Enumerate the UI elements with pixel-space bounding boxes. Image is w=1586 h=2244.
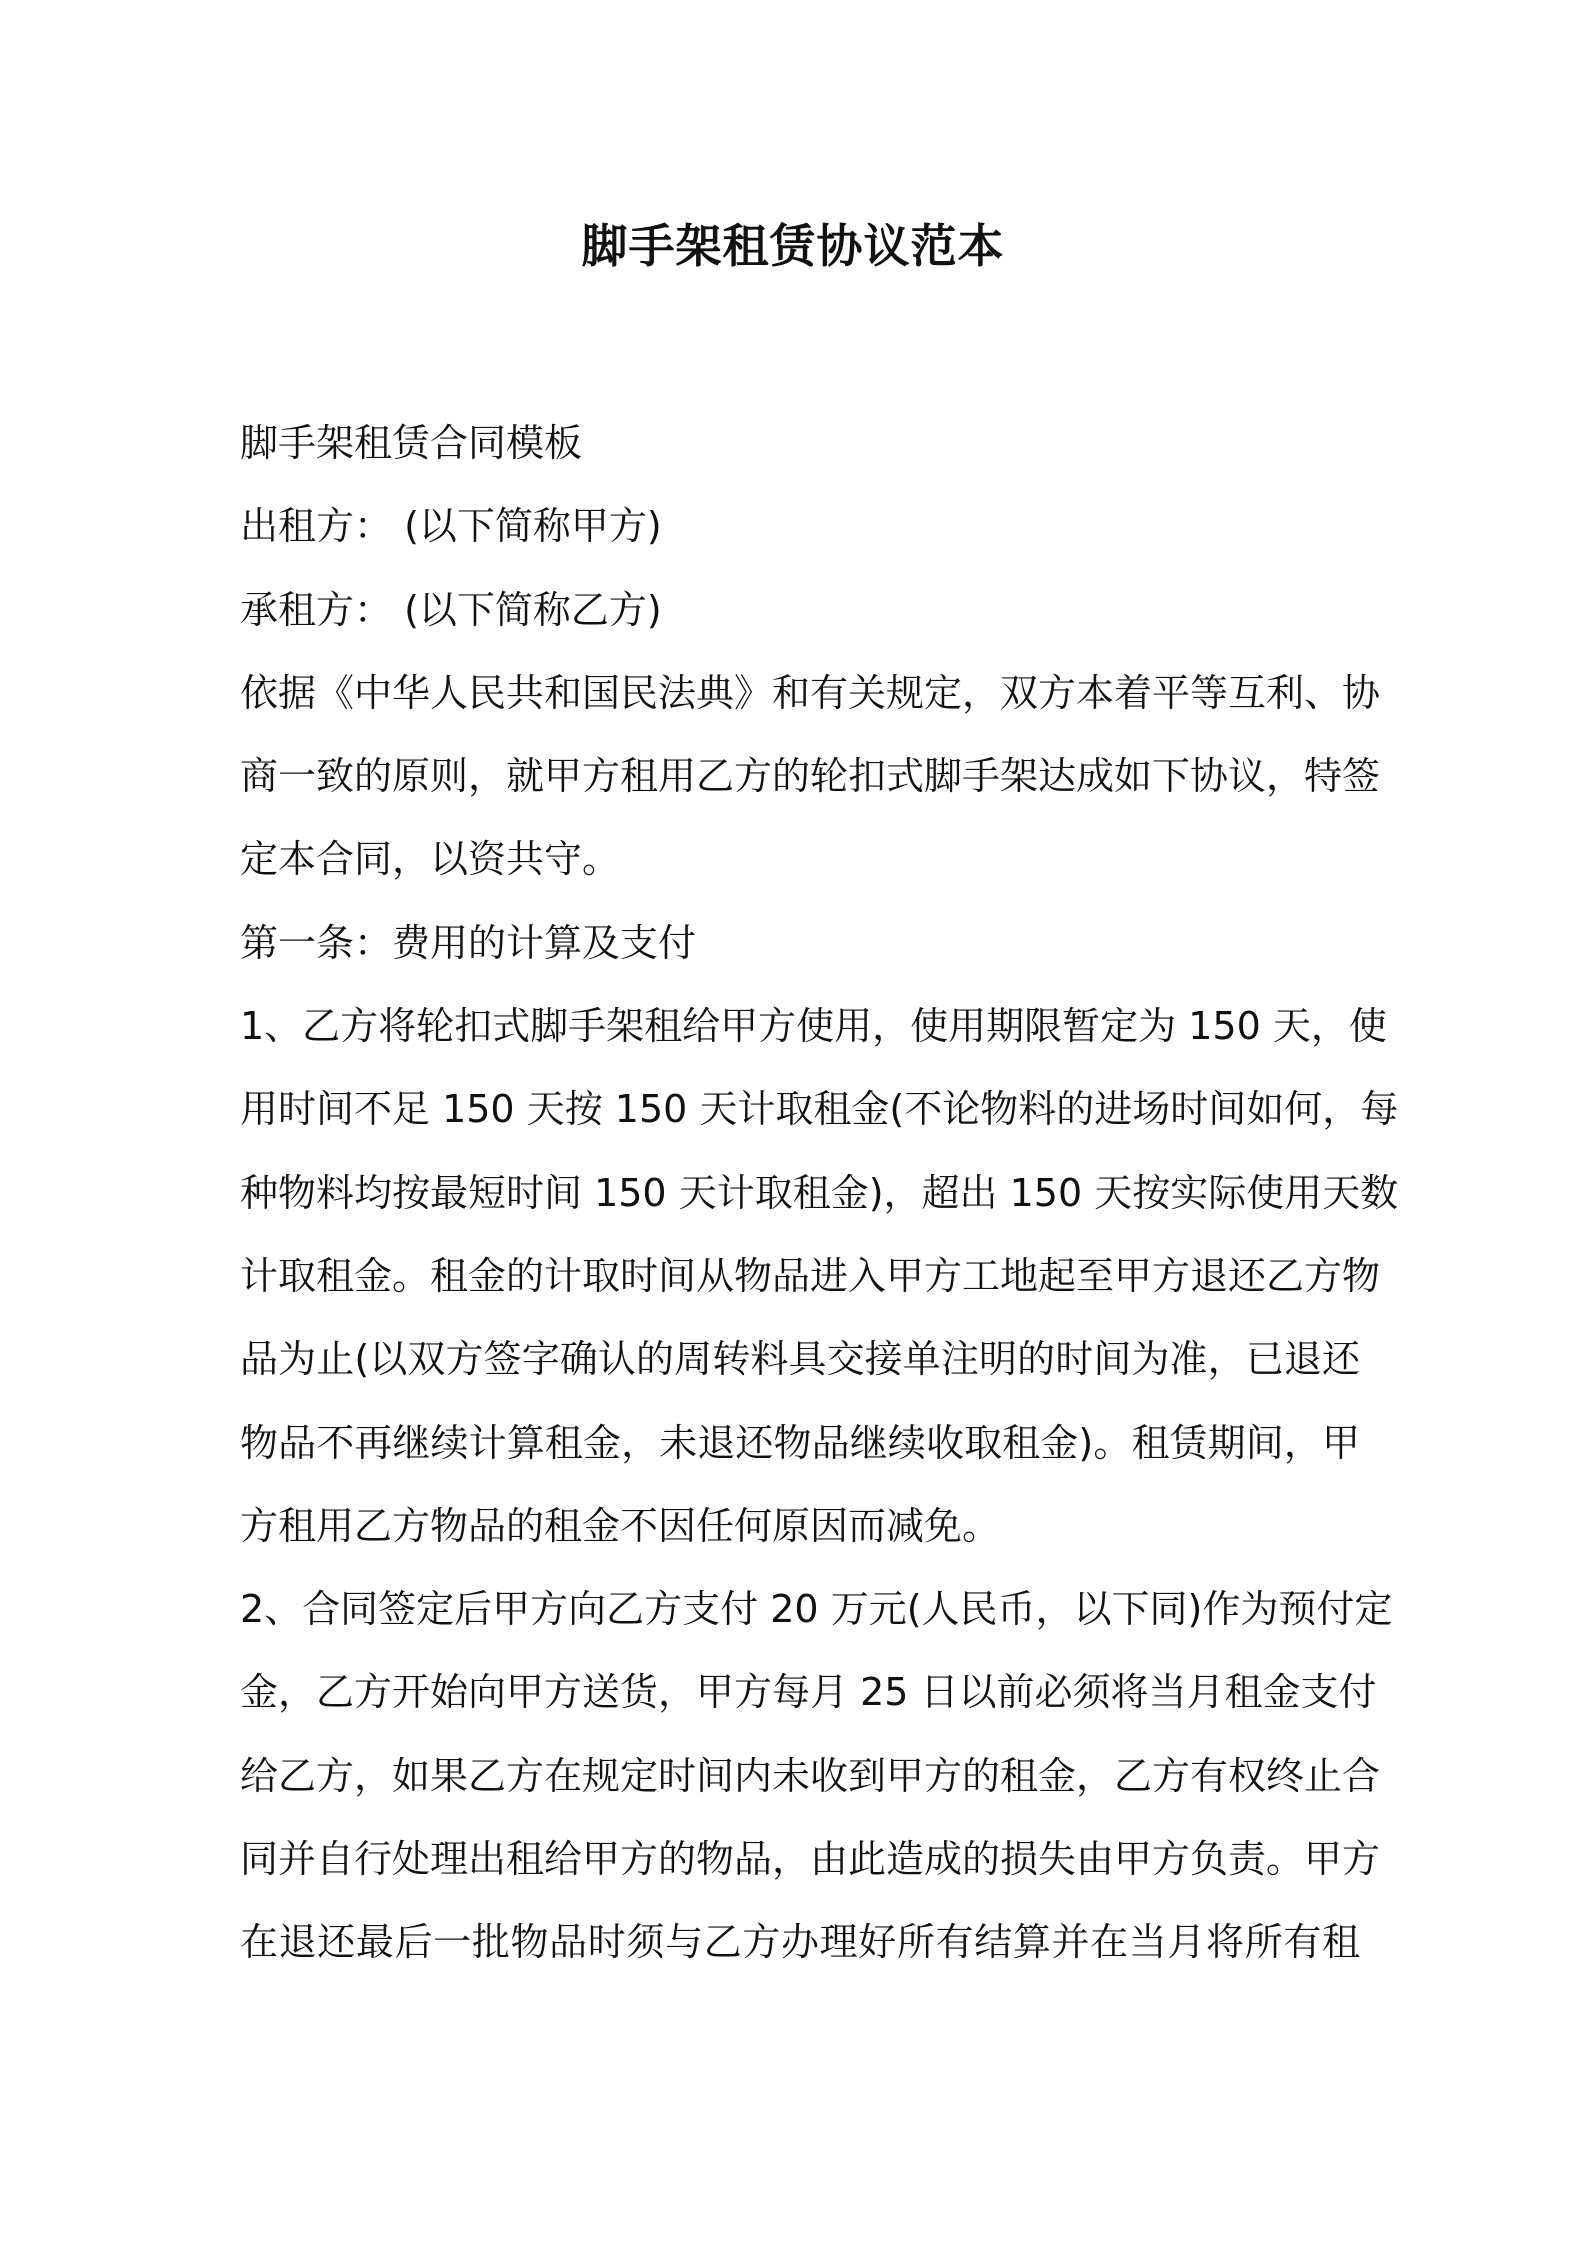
body-text-line: 种物料均按最短时间 150 天计取租金)，超出 150 天按实际使用天数 (240, 1170, 1399, 1215)
body-text-line: 物品不再继续计算租金，未退还物品继续收取租金)。租赁期间，甲 (240, 1420, 1360, 1465)
body-text-line: 计取租金。租金的计取时间从物品进入甲方工地起至甲方退还乙方物 (240, 1253, 1381, 1298)
section-heading: 第一条：费用的计算及支付 (240, 920, 697, 965)
document-title: 脚手架租赁协议范本 (581, 219, 1005, 273)
body-text-line: 依据《中华人民共和国民法典》和有关规定，双方本着平等互利、协 (240, 670, 1381, 715)
lessor-line: 出租方： (以下简称甲方) (240, 504, 662, 549)
body-text-line: 同并自行处理出租给甲方的物品，由此造成的损失由甲方负责。甲方 (240, 1837, 1381, 1882)
body-text-line: 用时间不足 150 天按 150 天计取租金(不论物料的进场时间如何，每 (240, 1087, 1399, 1132)
body-text-line: 定本合同，以资共守。 (240, 837, 621, 882)
body-text-line: 2、合同签定后甲方向乙方支付 20 万元(人民币，以下同)作为预付定 (240, 1587, 1393, 1632)
subtitle-line: 脚手架租赁合同模板 (240, 421, 583, 465)
body-text-line: 1、乙方将轮扣式脚手架租给甲方使用，使用期限暂定为 150 天，使 (240, 1004, 1387, 1049)
body-text-line: 金，乙方开始向甲方送货，甲方每月 25 日以前必须将当月租金支付 (240, 1670, 1377, 1715)
document-body (240, 402, 1399, 1985)
body-text-line: 给乙方，如果乙方在规定时间内未收到甲方的租金，乙方有权终止合 (240, 1753, 1381, 1798)
lessee-line: 承租方： (以下简称乙方) (240, 587, 662, 632)
body-text-line: 在退还最后一批物品时须与乙方办理好所有结算并在当月将所有租 (240, 1920, 1360, 1965)
body-text-line: 商一致的原则，就甲方租用乙方的轮扣式脚手架达成如下协议，特签 (240, 754, 1381, 799)
body-text-line: 品为止(以双方签字确认的周转料具交接单注明的时间为准，已退还 (240, 1337, 1360, 1382)
body-text-line: 方租用乙方物品的租金不因任何原因而减免。 (240, 1503, 1001, 1548)
